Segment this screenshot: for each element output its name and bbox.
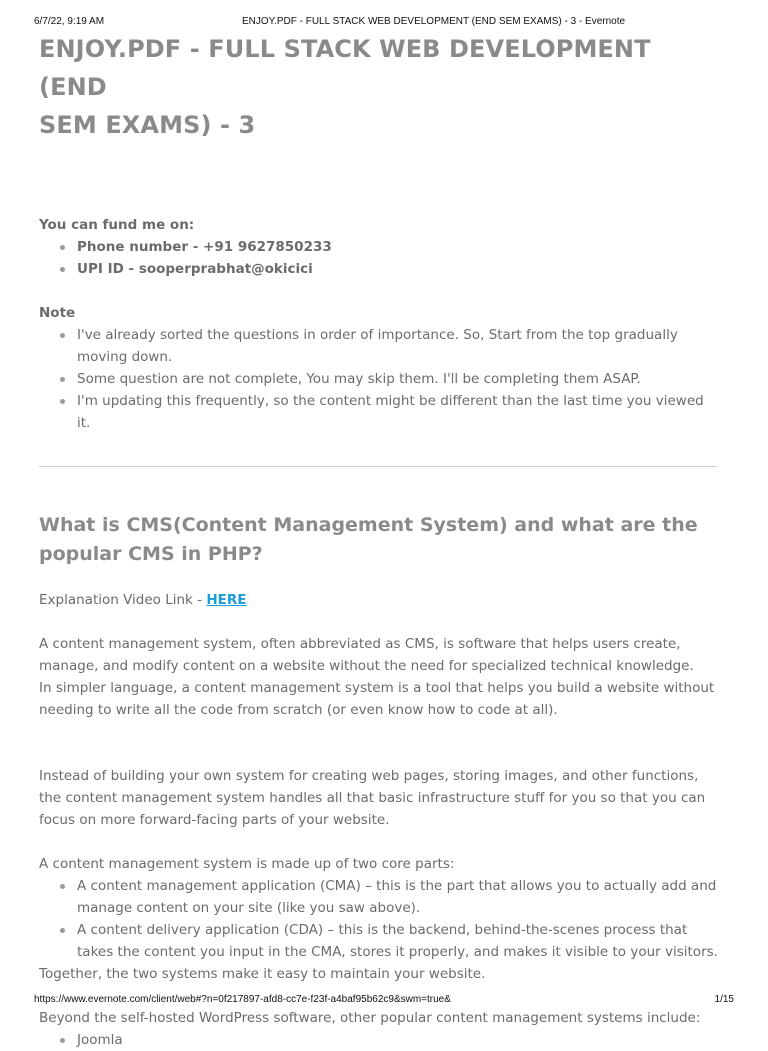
document-title-line2: SEM EXAMS) - 3 [39, 111, 256, 139]
fund-list [39, 236, 719, 280]
print-header [34, 16, 734, 30]
fund-label: You can fund me on: [39, 217, 195, 233]
note-content [39, 30, 719, 1051]
question-heading: What is CMS(Content Management System) and what are the popular CMS in PHP? [39, 514, 698, 565]
note-label: Note [39, 305, 76, 321]
list-item: Joomla [77, 1029, 719, 1051]
paragraph: A content management system is made up of two core parts: [39, 856, 455, 872]
note-list [39, 324, 719, 434]
note-item: I'm updating this frequently, so the content might be different than the last time you viewed it. [77, 390, 719, 434]
document-title [39, 30, 719, 144]
video-link-label: Explanation Video Link - [39, 592, 207, 608]
fund-item-upi: UPI ID - sooperprabhat@okicici [77, 258, 719, 280]
document-title-line1: ENJOY.PDF - FULL STACK WEB DEVELOPMENT (END [39, 35, 651, 101]
print-header-title: ENJOY.PDF - FULL STACK WEB DEVELOPMENT (END SEM EXAMS) - 3 - Evernote [242, 16, 626, 27]
print-footer-url: https://www.evernote.com/client/web#?n=0f217897-afd8-cc7e-f23f-a4baf95b62c9&swm=true& [34, 994, 451, 1005]
paragraph: In simpler language, a content management system is a tool that helps you build a website without needing to write all the code from scratch (or even know how to code at all). [39, 680, 715, 718]
paragraph: Beyond the self-hosted WordPress software, other popular content management systems include: [39, 1010, 701, 1026]
print-datetime: 6/7/22, 9:19 AM [34, 16, 105, 27]
paragraph: Instead of building your own system for creating web pages, storing images, and other functions, the content management system handles all that basic infrastructure stuff for you so that you can focus on more forward-facing parts of your website. [39, 768, 706, 828]
list-item: A content delivery application (CDA) – this is the backend, behind-the-scenes process that takes the content you input in the CMA, stores it properly, and makes it visible to your visitors. [77, 919, 719, 963]
paragraph: Together, the two systems make it easy to maintain your website. [39, 966, 486, 982]
note-item: I've already sorted the questions in order of importance. So, Start from the top gradually moving down. [77, 324, 719, 368]
page-number: 1/15 [714, 994, 734, 1005]
list-item: A content management application (CMA) – this is the part that allows you to actually add and manage content on your site (like you saw above). [77, 875, 719, 919]
print-footer [34, 994, 734, 1008]
note-item: Some question are not complete, You may skip them. I'll be completing them ASAP. [77, 368, 719, 390]
cms-parts-list [39, 875, 719, 963]
video-link[interactable]: HERE [206, 592, 247, 608]
fund-item-phone: Phone number - +91 9627850233 [77, 236, 719, 258]
video-link-line [39, 589, 719, 611]
cms-list [39, 1029, 719, 1051]
paragraph: A content management system, often abbreviated as CMS, is software that helps users create, manage, and modify content on a website without the need for specialized technical knowledge. [39, 636, 694, 674]
